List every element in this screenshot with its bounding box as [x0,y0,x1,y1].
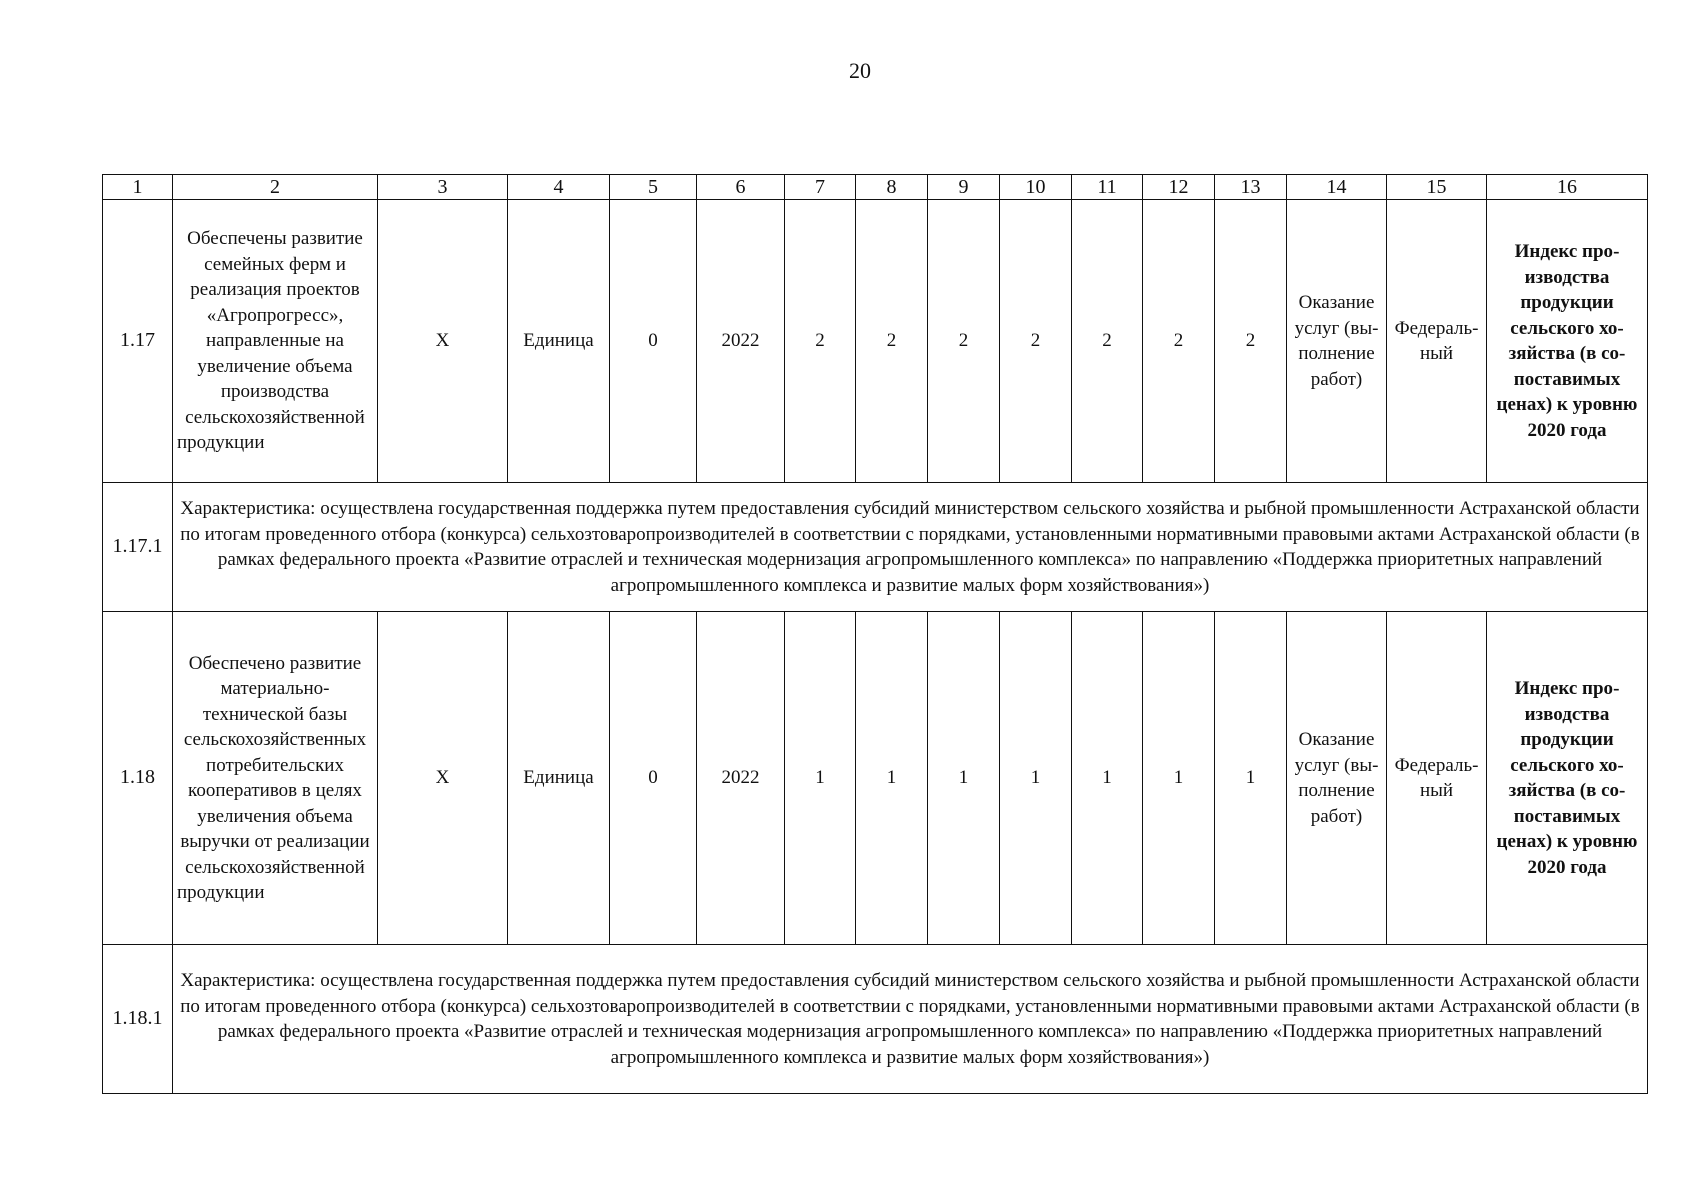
header-cell: 2 [173,175,378,200]
period-value: 1 [1000,612,1072,945]
table-row [103,945,1648,1094]
row-description: Обеспечено развитие материально-технической базы сельскохозяйственных потребительских кооперативов в целях увеличения объема выручки от реализации сельскохозяйственной продукции [173,612,378,945]
header-cell: 16 [1487,175,1648,200]
type-value: Оказание услуг (выполнение работ) [1287,200,1387,483]
type-value: Оказание услуг (выполнение работ) [1287,612,1387,945]
table-row [103,612,1648,945]
row-id: 1.18 [103,612,173,945]
period-value: 1 [1215,612,1287,945]
table-row [103,483,1648,612]
period-value: 1 [928,612,1000,945]
header-cell: 7 [785,175,856,200]
header-cell: 15 [1387,175,1487,200]
row-description: Обеспечены развитие семейных ферм и реализация проектов «Агропрогресс», направленные на увеличение объема производства сельскохозяйственной продукции [173,200,378,483]
header-cell: 5 [610,175,697,200]
row-id: 1.17.1 [103,483,173,612]
header-cell: 8 [856,175,928,200]
unit-value: Единица [508,200,610,483]
period-value: 2 [1072,200,1143,483]
col3-value: Х [378,200,508,483]
row-characteristic: Характеристика: осуществлена государственная поддержка путем предоставления субсидий министерством сельского хозяйства и рыбной промышленности Астраханской области по итогам проведенного отбора (конкурса) сельхозтоваропроизводителей в соответствии с порядками, установленными нормативными правовыми актами Астраханской области (в рамках федерального проекта «Развитие отраслей и техническая модернизация агропромышленного комплекса» по направлению «Поддержка приоритетных направлений агропромышленного комплекса и развитие малых форм хозяйствования») [173,945,1648,1094]
header-row [103,175,1648,200]
period-value: 1 [1143,612,1215,945]
level-value: Федеральный [1387,612,1487,945]
header-cell: 3 [378,175,508,200]
header-cell: 6 [697,175,785,200]
table-row [103,200,1648,483]
period-value: 2 [1215,200,1287,483]
period-value: 1 [1072,612,1143,945]
level-value: Федеральный [1387,200,1487,483]
header-cell: 9 [928,175,1000,200]
header-cell: 12 [1143,175,1215,200]
row-id: 1.17 [103,200,173,483]
header-cell: 10 [1000,175,1072,200]
row-id: 1.18.1 [103,945,173,1094]
period-value: 2 [928,200,1000,483]
period-value: 2 [1000,200,1072,483]
period-value: 2 [1143,200,1215,483]
year-value: 2022 [697,612,785,945]
header-cell: 4 [508,175,610,200]
col3-value: Х [378,612,508,945]
period-value: 1 [856,612,928,945]
header-cell: 11 [1072,175,1143,200]
period-value: 1 [785,612,856,945]
row-characteristic: Характеристика: осуществлена государственная поддержка путем предоставления субсидий министерством сельского хозяйства и рыбной промышленности Астраханской области по итогам проведенного отбора (конкурса) сельхозтоваропроизводителей в соответствии с порядками, установленными нормативными правовыми актами Астраханской области (в рамках федерального проекта «Развитие отраслей и техническая модернизация агропромышленного комплекса» по направлению «Поддержка приоритетных направлений агропромышленного комплекса и развитие малых форм хозяйствования») [173,483,1648,612]
indicator-value: Индекс производства продукции сельского хозяйства (в сопоставимых ценах) к уровню 2020 года [1487,200,1648,483]
page-number: 20 [849,58,871,83]
base-value: 0 [610,200,697,483]
header-cell: 14 [1287,175,1387,200]
header-cell: 1 [103,175,173,200]
indicator-value: Индекс производства продукции сельского хозяйства (в сопоставимых ценах) к уровню 2020 года [1487,612,1648,945]
program-table [102,174,1648,1094]
base-value: 0 [610,612,697,945]
header-cell: 13 [1215,175,1287,200]
period-value: 2 [856,200,928,483]
period-value: 2 [785,200,856,483]
unit-value: Единица [508,612,610,945]
year-value: 2022 [697,200,785,483]
